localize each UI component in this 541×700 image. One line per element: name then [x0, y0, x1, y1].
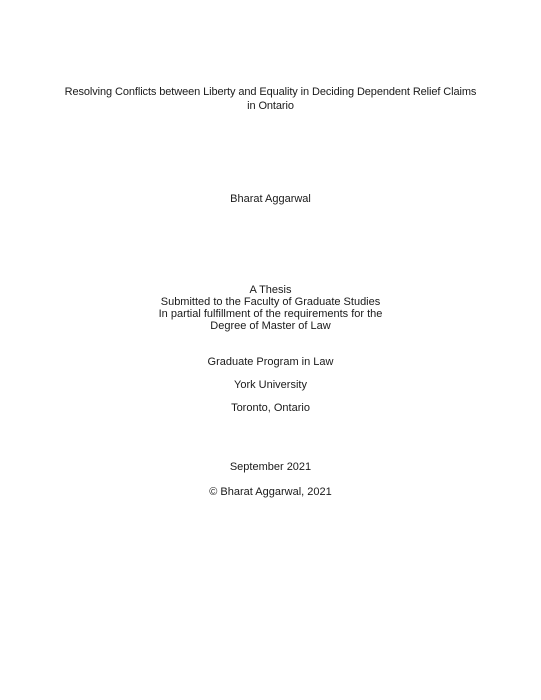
submission-statement: Submitted to the Faculty of Graduate Studies [160, 296, 381, 308]
university-name: York University [234, 379, 307, 391]
submission-date: September 2021 [229, 461, 312, 473]
fulfillment-statement: In partial fulfillment of the requirements for the [158, 308, 383, 320]
author-name: Bharat Aggarwal [230, 193, 311, 205]
thesis-label: A Thesis [249, 284, 292, 296]
degree-name: Degree of Master of Law [210, 320, 331, 332]
university-location: Toronto, Ontario [231, 402, 310, 414]
thesis-title-line-1: Resolving Conflicts between Liberty and Equality in Deciding Dependent Relief Claims [64, 86, 477, 98]
graduate-program: Graduate Program in Law [207, 356, 334, 368]
copyright-notice: © Bharat Aggarwal, 2021 [209, 486, 332, 498]
thesis-title-line-2: in Ontario [247, 100, 294, 112]
